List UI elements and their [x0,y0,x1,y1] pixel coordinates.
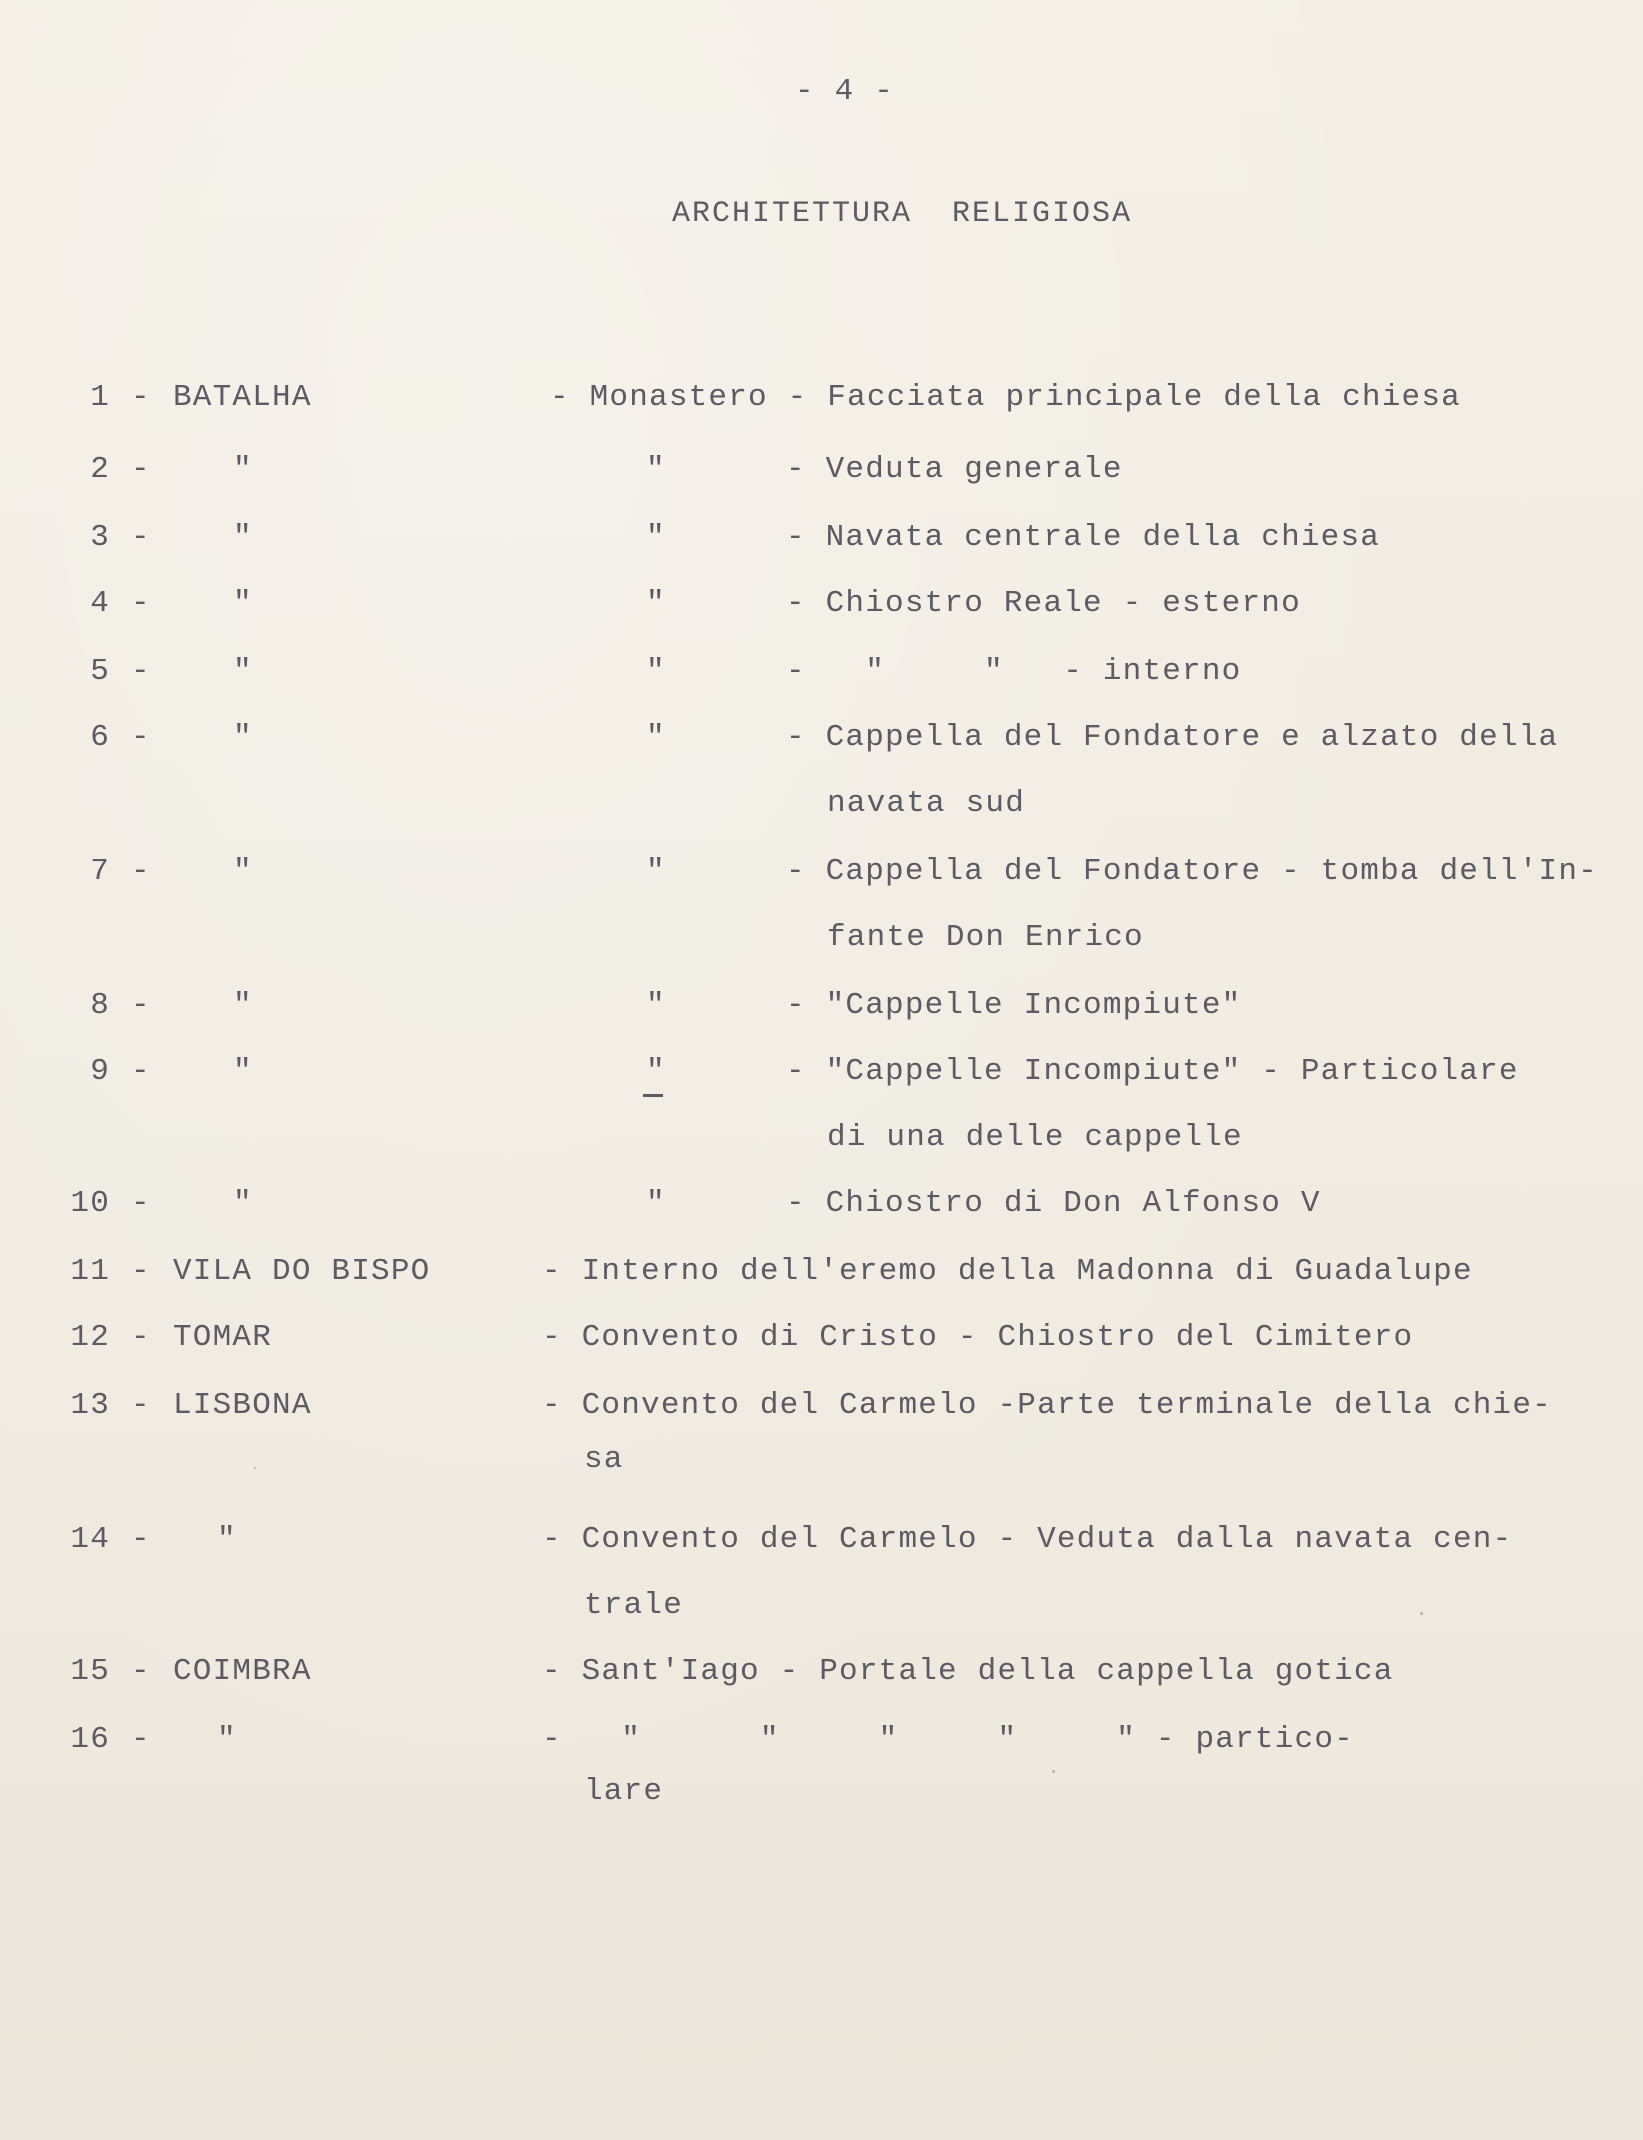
entry-separator: - [131,452,150,487]
entry-ditto-mark: " [646,720,665,755]
entry-description: - Veduta generale [786,452,1123,487]
page-title: ARCHITETTURA RELIGIOSA [672,197,1133,231]
entry-description-continued: fante Don Enrico [827,920,1144,955]
entry-ditto-mark: " [646,586,665,621]
entry-description: - Sant'Iago - Portale della cappella gotica [542,1654,1394,1689]
entry-place: " [233,586,253,621]
entry-description: - Navata centrale della chiesa [786,520,1381,555]
entry-number: 13 [70,1388,110,1423]
entry-separator: - [131,1186,150,1221]
paper-speck [1420,1612,1423,1615]
entry-separator: - [131,1320,150,1355]
entry-separator: - [131,1054,150,1089]
entry-place: " [233,1054,253,1089]
entry-place: " [217,1522,237,1557]
entry-ditto-mark: " [646,452,665,487]
entry-place: " [233,1186,253,1221]
entry-number: 12 [70,1320,110,1355]
entry-place: " [233,452,253,487]
entry-description-continued: lare [584,1774,664,1809]
entry-ditto-mark: " [646,854,665,889]
entry-place: " [233,720,253,755]
entry-number: 5 [90,654,110,689]
entry-number: 14 [70,1522,110,1557]
entry-separator: - [131,1254,150,1289]
entry-number: 3 [90,520,110,555]
entry-number: 10 [70,1186,110,1221]
entry-description: - "Cappelle Incompiute" - Particolare [786,1054,1519,1089]
entry-separator: - [131,520,150,555]
entry-separator: - [131,1654,150,1689]
entry-description: - "Cappelle Incompiute" [786,988,1242,1023]
entry-separator: - [131,1388,150,1423]
entry-number: 11 [70,1254,110,1289]
entry-separator: - [131,586,150,621]
entry-description-continued: di una delle cappelle [827,1120,1243,1155]
entry-separator: - [131,720,150,755]
entry-description: - Convento del Carmelo -Parte terminale della chie- [542,1388,1552,1423]
entry-separator: - [131,380,150,415]
entry-number: 6 [90,720,110,755]
entry-description-continued: trale [584,1588,684,1623]
entry-place: " [233,988,253,1023]
entry-description: - Interno dell'eremo della Madonna di Guadalupe [542,1254,1473,1289]
entry-separator: - [131,1522,150,1557]
entry-description-continued: navata sud [827,786,1026,821]
entry-number: 1 [90,380,110,415]
entry-number: 7 [90,854,110,889]
entry-description: - Cappella del Fondatore e alzato della [786,720,1559,755]
ditto-underline [643,1094,663,1097]
entry-separator: - [131,654,150,689]
entry-description-continued: sa [584,1442,624,1477]
entry-description: - Chiostro di Don Alfonso V [786,1186,1321,1221]
paper-speck [254,1467,256,1469]
entry-ditto-mark: " [646,1054,665,1089]
entry-place: " [233,520,253,555]
entry-separator: - [131,988,150,1023]
entry-number: 16 [70,1722,110,1757]
entry-ditto-mark: " [646,520,665,555]
entry-number: 4 [90,586,110,621]
entry-place: VILA DO BISPO [173,1254,431,1289]
entry-number: 2 [90,452,110,487]
paper-speck [1052,1770,1055,1773]
entry-ditto-mark: " [646,988,665,1023]
entry-separator: - [131,1722,150,1757]
entry-description: - " " " " " - partico- [542,1722,1354,1757]
entry-separator: - [131,854,150,889]
entry-number: 9 [90,1054,110,1089]
entry-number: 8 [90,988,110,1023]
entry-place: " [233,654,253,689]
entry-place: BATALHA [173,380,312,415]
entry-place: TOMAR [173,1320,273,1355]
entry-description: - " " - interno [786,654,1242,689]
entry-ditto-mark: " [646,654,665,689]
entry-ditto-mark: " [646,1186,665,1221]
entry-description: - Cappella del Fondatore - tomba dell'In- [786,854,1598,889]
entry-place: " [217,1722,237,1757]
entry-place: COIMBRA [173,1654,312,1689]
entry-description: - Convento del Carmelo - Veduta dalla navata cen- [542,1522,1513,1557]
entry-description: - Monastero - Facciata principale della chiesa [550,380,1461,415]
entry-number: 15 [70,1654,110,1689]
entry-place: LISBONA [173,1388,312,1423]
entry-description: - Chiostro Reale - esterno [786,586,1301,621]
page-number: - 4 - [795,74,895,109]
entry-place: " [233,854,253,889]
entry-description: - Convento di Cristo - Chiostro del Cimitero [542,1320,1414,1355]
